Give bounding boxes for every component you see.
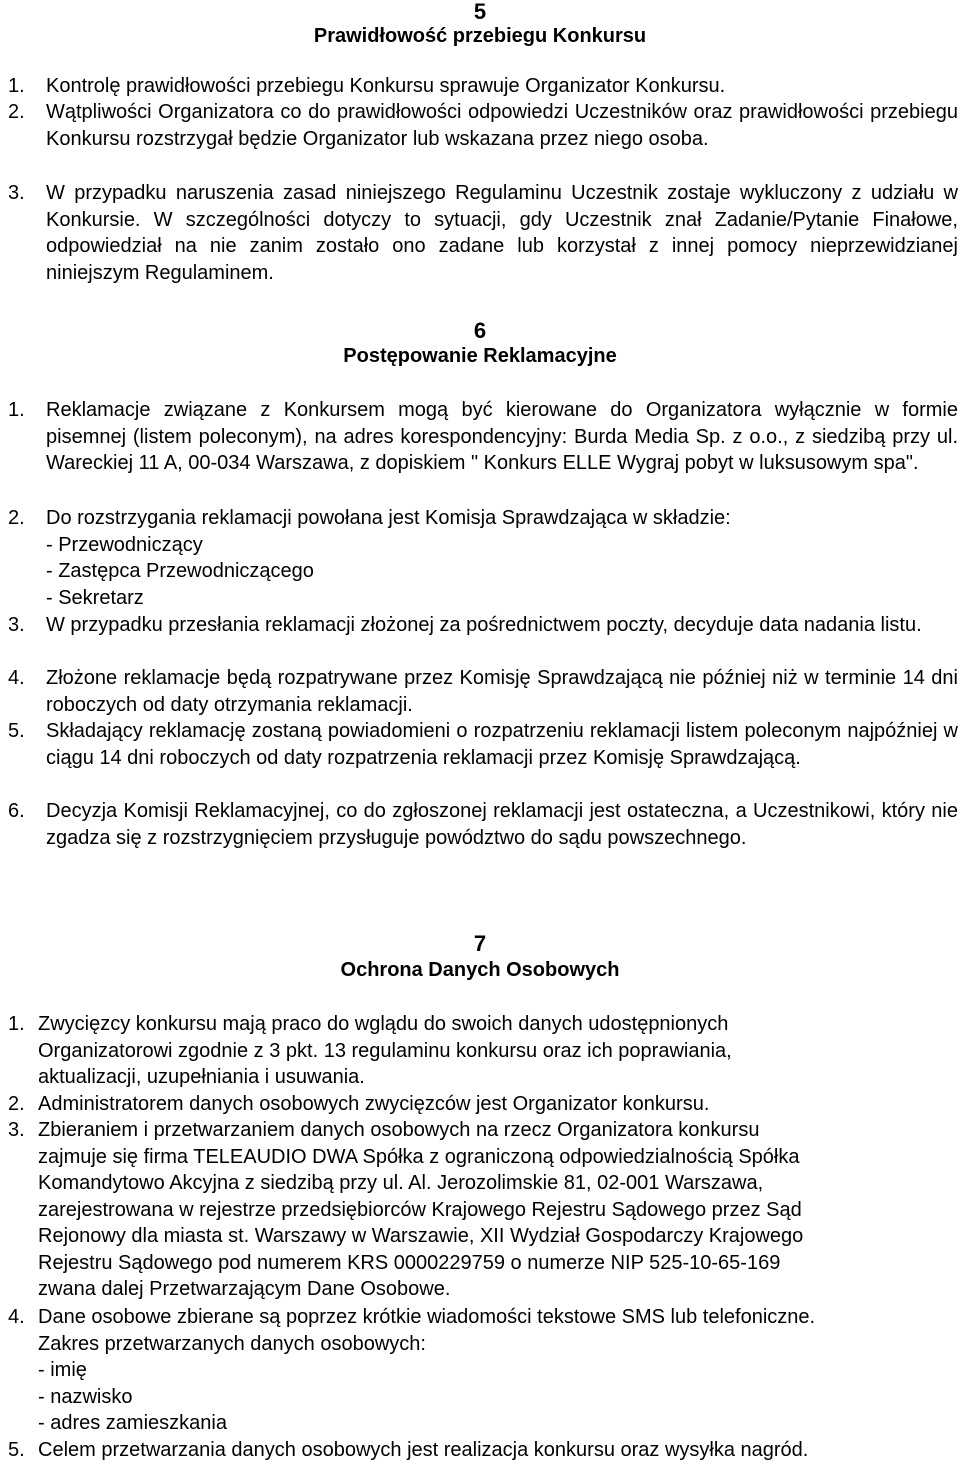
item-text: W przypadku naruszenia zasad niniejszego Regulaminu Uczestnik zostaje wykluczony z udziału w Konkursie. W szczególności dotyczy to sytuacji, gdy Uczestnik znał Zadanie/Pytanie Finałowe, odpowiedział na nie zanim zostało ono zadane lub korzystał z innej pomocy nieprzewidzianej niniejszym Regulaminem.: [46, 182, 958, 284]
item-text: Złożone reklamacje będą rozpatrywane przez Komisję Sprawdzającą nie później niż w terminie 14 dni roboczych od daty otrzymania reklamacji.: [46, 667, 958, 716]
item-text-line: zajmuje się firma TELEAUDIO DWA Spółka z ograniczoną odpowiedzialnością Spółka: [38, 1145, 800, 1168]
item-text: Kontrolę prawidłowości przebiegu Konkursu sprawuje Organizator Konkursu.: [46, 75, 726, 97]
item-number: 6.: [8, 800, 25, 822]
item-number: 3.: [8, 182, 25, 204]
item-number: 3.: [8, 1119, 25, 1141]
s7-item-3: [8, 1117, 958, 1303]
section-7-number: 7: [473, 931, 487, 956]
item-text-line: zarejestrowana w rejestrze przedsiębiorców Krajowego Rejestru Sądowego przez Sąd: [38, 1198, 802, 1221]
item-text: [46, 505, 958, 611]
item-text-line: Organizatorowi zgodnie z 3 pkt. 13 regulaminu konkursu oraz ich poprawiania,: [38, 1039, 732, 1062]
item-number: 2.: [8, 507, 25, 529]
s6-item-6: [8, 798, 958, 851]
item-number: 5.: [8, 720, 25, 742]
section-6-title: Postępowanie Reklamacyjne: [343, 345, 617, 367]
item-text-line: Rejestru Sądowego pod numerem KRS 0000229759 o numerze NIP 525-10-65-169: [38, 1251, 781, 1274]
item-text-line: Dane osobowe zbierane są poprzez krótkie wiadomości tekstowe SMS lub telefoniczne.: [38, 1306, 816, 1328]
personal-data-field: - adres zamieszkania: [38, 1412, 227, 1434]
item-text-line: Rejonowy dla miasta st. Warszawy w Warszawie, XII Wydział Gospodarczy Krajowego: [38, 1225, 804, 1247]
item-number: 1.: [8, 399, 25, 421]
committee-member: - Sekretarz: [46, 586, 144, 609]
item-text: [38, 1091, 958, 1118]
section-6-number: 6: [473, 318, 487, 343]
item-text: Składający reklamację zostaną powiadomieni o rozpatrzeniu reklamacji listem poleconym najpóźniej w ciągu 14 dni roboczych od daty rozpatrzenia reklamacji przez Komisję Sprawdzającą.: [46, 720, 958, 769]
item-text-line: aktualizacji, uzupełniania i usuwania.: [38, 1066, 365, 1088]
s6-item-1: [8, 397, 958, 477]
item-text: Reklamacje związane z Konkursem mogą być kierowane do Organizatora wyłącznie w formie pisemnej (listem poleconym), na adres korespondencyjny: Burda Media Sp. z o.o., z siedzibą przy ul. Wareckiej 11 A, 00-034 Warszawa, z dopiskiem " Konkurs ELLE Wygraj pobyt w luksusowym spa".: [46, 399, 958, 474]
section-5-title: Prawidłowość przebiegu Konkursu: [313, 25, 647, 47]
item-number: 2.: [8, 101, 25, 123]
s7-item-4: [8, 1304, 958, 1437]
s6-item-5: [8, 718, 958, 771]
s5-item-3: [8, 180, 958, 286]
item-text: Wątpliwości Organizatora co do prawidłowości odpowiedzi Uczestników oraz prawidłowości przebiegu Konkursu rozstrzygał będzie Organizator lub wskazana przez niego osoba.: [46, 101, 958, 150]
s7-item-5: [8, 1437, 958, 1464]
item-text: [38, 1304, 958, 1437]
personal-data-field: - imię: [38, 1359, 87, 1381]
section-5-number: 5: [473, 0, 487, 24]
committee-member: - Zastępca Przewodniczącego: [46, 560, 314, 582]
item-number: 3.: [8, 614, 25, 636]
item-text-line: Zakres przetwarzanych danych osobowych:: [38, 1332, 426, 1355]
s5-item-2: [8, 99, 958, 152]
item-text: [38, 1011, 958, 1091]
item-text-line: Administratorem danych osobowych zwycięzców jest Organizator konkursu.: [38, 1093, 710, 1115]
item-text-line: Zwycięzcy konkursu mają praco do wglądu do swoich danych udostępnionych: [38, 1013, 729, 1035]
item-text-line: Celem przetwarzania danych osobowych jest realizacja konkursu oraz wysyłka nagród.: [38, 1439, 809, 1461]
item-text-line: Komandytowo Akcyjna z siedzibą przy ul. Al. Jerozolimskie 81, 02-001 Warszawa,: [38, 1172, 764, 1194]
s7-item-1: [8, 1011, 958, 1091]
section-7-title: Ochrona Danych Osobowych: [340, 959, 620, 981]
s6-item-3: [8, 612, 958, 639]
s6-item-2: [8, 505, 958, 611]
item-number: 2.: [8, 1093, 25, 1115]
item-text: Decyzja Komisji Reklamacyjnej, co do zgłoszonej reklamacji jest ostateczna, a Uczestnikowi, który nie zgadza się z rozstrzygnięciem przysługuje powództwo do sądu powszechnego.: [46, 800, 958, 849]
item-text-line: Zbieraniem i przetwarzaniem danych osobowych na rzecz Organizatora konkursu: [38, 1119, 760, 1141]
item-number: 4.: [8, 1306, 25, 1328]
item-text-line: zwana dalej Przetwarzającym Dane Osobowe.: [38, 1278, 451, 1300]
committee-member: - Przewodniczący: [46, 533, 203, 556]
item-number: 1.: [8, 1013, 25, 1035]
item-text: [38, 1117, 958, 1303]
item-text-line: Do rozstrzygania reklamacji powołana jest Komisja Sprawdzająca w składzie:: [46, 507, 731, 529]
personal-data-field: - nazwisko: [38, 1385, 133, 1408]
item-number: 1.: [8, 75, 25, 97]
item-number: 5.: [8, 1439, 25, 1461]
s6-item-4: [8, 665, 958, 718]
item-number: 4.: [8, 667, 25, 689]
item-text: W przypadku przesłania reklamacji złożonej za pośrednictwem poczty, decyduje data nadania listu.: [46, 614, 922, 636]
item-text: [38, 1437, 958, 1464]
s7-item-2: [8, 1091, 958, 1118]
s5-item-1: [8, 73, 958, 100]
